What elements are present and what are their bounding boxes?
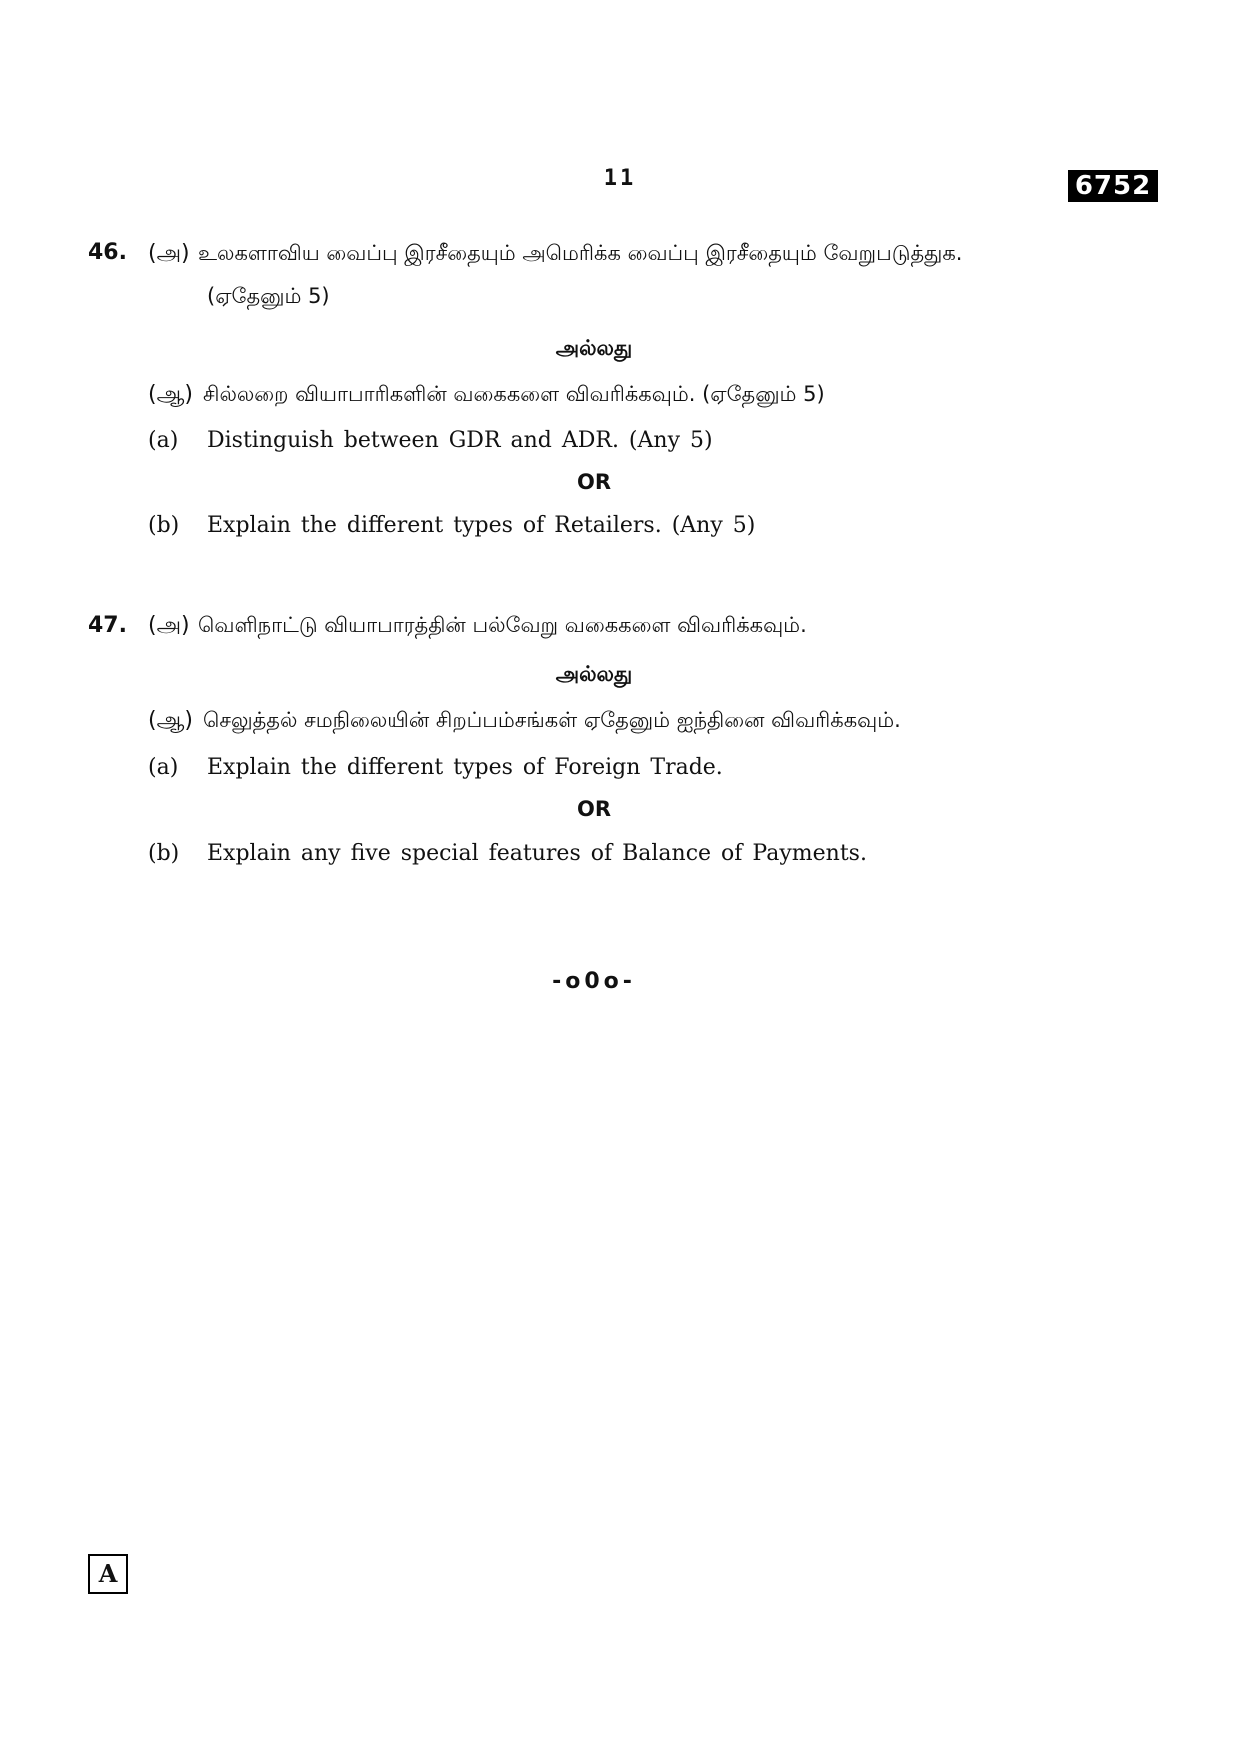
paper-code-badge: 6752 [1068, 170, 1158, 202]
english-option-text: Explain the different types of Foreign Trade. [207, 755, 723, 780]
tamil-option-text: வெளிநாட்டு வியாபாரத்தின் பல்வேறு வகைகளை விவரிக்கவும். [198, 613, 807, 637]
english-option-label: (b) [148, 841, 180, 866]
english-option-text: Distinguish between GDR and ADR. (Any 5) [207, 428, 713, 453]
english-option-label: (a) [148, 755, 179, 780]
page-number: 11 [603, 166, 637, 191]
english-or-divider: OR [576, 470, 612, 494]
question-number: 47. [88, 613, 127, 638]
english-option-label: (a) [148, 428, 179, 453]
english-option-text: Explain any five special features of Balance of Payments. [207, 841, 867, 866]
tamil-option-text: செலுத்தல் சமநிலையின் சிறப்பம்சங்கள் ஏதேனும் ஐந்தினை விவரிக்கவும். [203, 708, 901, 732]
tamil-option-text: உலகளாவிய வைப்பு இரசீதையும் அமெரிக்க வைப்பு இரசீதையும் வேறுபடுத்துக. [198, 241, 963, 265]
tamil-or-divider: அல்லது [555, 662, 633, 686]
tamil-option-text: சில்லறை வியாபாரிகளின் வகைகளை விவரிக்கவும். (ஏதேனும் 5) [203, 382, 825, 406]
tamil-option-label: (ஆ) [148, 708, 193, 733]
question-number: 46. [88, 240, 127, 265]
tamil-option-label: (அ) [148, 613, 190, 638]
tamil-option-text-continued: (ஏதேனும் 5) [207, 284, 330, 308]
english-option-text: Explain the different types of Retailers. (Any 5) [207, 513, 756, 538]
tamil-option-label: (ஆ) [148, 382, 193, 407]
end-of-paper-mark: -o0o- [552, 969, 636, 994]
question-set-box: A [88, 1554, 128, 1594]
tamil-option-label: (அ) [148, 241, 190, 266]
tamil-or-divider: அல்லது [555, 336, 633, 360]
english-or-divider: OR [576, 797, 612, 821]
english-option-label: (b) [148, 513, 180, 538]
